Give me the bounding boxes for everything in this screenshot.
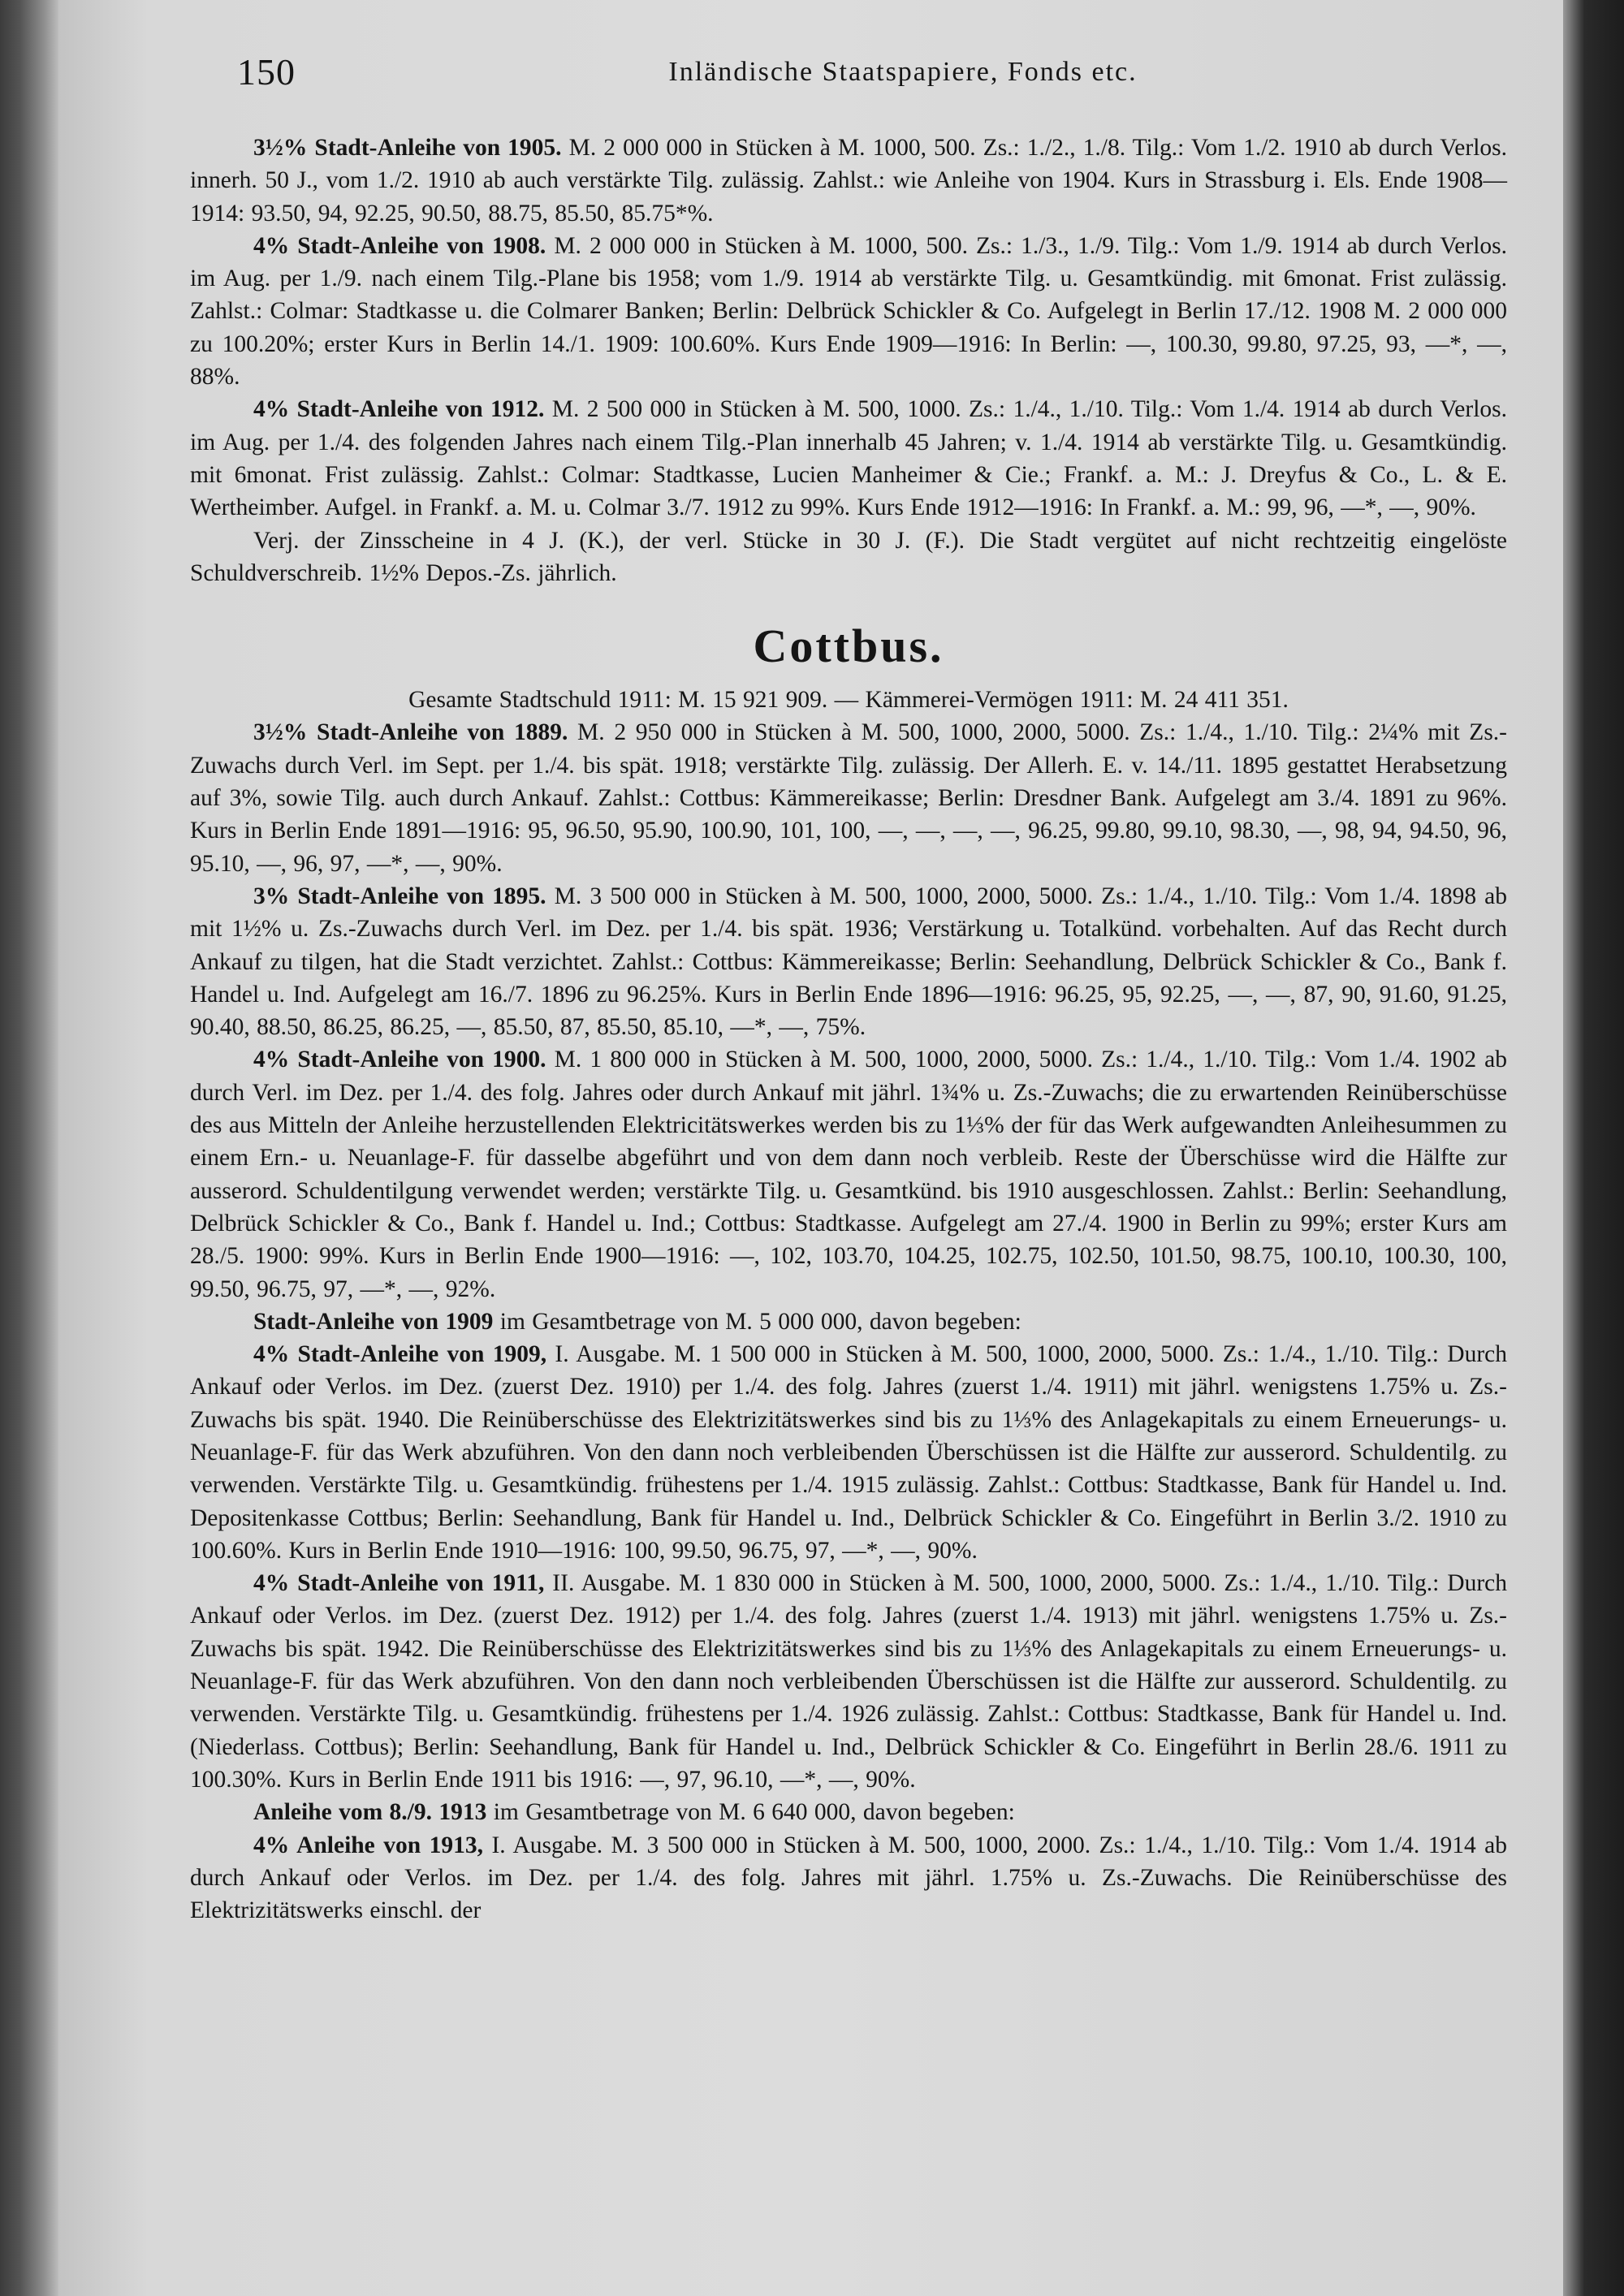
scan-dark-edge (1563, 0, 1624, 2296)
loan-entry (190, 1338, 1507, 1567)
loan-entry (190, 880, 1507, 1043)
loan-title: 4% Stadt-Anleihe von 1908. (253, 232, 546, 259)
page-header (237, 50, 1569, 99)
running-title: Inländische Staatspapiere, Fonds etc. (668, 57, 1138, 87)
page-body (190, 132, 1507, 1927)
loan-entry (190, 230, 1507, 393)
loan-text: im Gesamtbetrage von M. 5 000 000, davon begeben: (499, 1308, 1021, 1335)
scan-binding-edge (0, 0, 58, 2296)
loan-text: M. 3 500 000 in Stücken à M. 500, 1000, 2000, 5000. Zs.: 1./4., 1./10. Tilg.: Vom 1./4. 1898 ab mit 1½% u. Zs.-Zuwachs durch Verl. im Dez. per 1./4. bis spät. 1936; Verstärkung u. Totalkünd. vorbehalten. Auf das Recht durch Ankauf zu tilgen, hat die Stadt verzichtet. Zahlst.: Cottbus: Kämmereikasse; Berlin: Seehandlung, Delbrück Schickler & Co., Bank f. Handel u. Ind. Aufgelegt am 16./7. 1896 zu 96.25%. Kurs in Berlin Ende 1896—1916: 96.25, 95, 92.25, —, —, 87, 90, 91.60, 91.25, 90.40, 88.50, 86.25, 86.25, —, 85.50, 87, 85.50, 85.10, —*, —, 75%. (190, 883, 1508, 1041)
loan-entry (190, 1043, 1507, 1305)
loan-text: M. 2 500 000 in Stücken à M. 500, 1000. Zs.: 1./4., 1./10. Tilg.: Vom 1./4. 1914 ab durch Verlos. im Aug. per 1./4. des folgenden Jahres nach einem Tilg.-Plan innerhalb 45 Jahren; v. 1./4. 1914 ab verstärkte Tilg. u. Gesamtkündig. mit 6monat. Frist zulässig. Zahlst.: Colmar: Stadtkasse, Lucien Manheimer & Cie.; Frankf. a. M.: J. Dreyfus & Co., L. & E. Wertheimber. Aufgel. in Frankf. a. M. u. Colmar 3./7. 1912 zu 99%. Kurs Ende 1912—1916: In Frankf. a. M.: 99, 96, —*, —, 90%. (190, 396, 1507, 521)
loan-title: 4% Anleihe von 1913, (253, 1832, 483, 1858)
loan-title: 3½% Stadt-Anleihe von 1905. (253, 135, 562, 161)
loan-title: Anleihe vom 8./9. 1913 (253, 1799, 487, 1826)
loan-entry (190, 716, 1507, 879)
page-number: 150 (237, 51, 296, 93)
loan-entry (190, 1306, 1507, 1338)
loan-entry (190, 1829, 1507, 1927)
loan-text: M. 1 800 000 in Stücken à M. 500, 1000, 2000, 5000. Zs.: 1./4., 1./10. Tilg.: Vom 1./4. 1902 ab durch Verl. im Dez. per 1./4. des folg. Jahres oder durch Ankauf mit jährl. 1¾% u. Zs.-Zuwachs; die zu erwartenden Reinüberschüsse des aus Mitteln der Anleihe herzustellenden Elektricitätswerkes werden bis zu 1⅓% der für das Werk aufgewandten Anleihesummen zu einem Ern.- u. Neuanlage-F. für dasselbe abgeführt und von dem dann noch verbleib. Reste der Überschüsse wird die Hälfte zur ausserord. Schuldentilgung verwendet werden; verstärkte Tilg. u. Gesamtkünd. bis 1910 ausgeschlossen. Zahlst.: Berlin: Seehandlung, Delbrück Schickler & Co., Bank f. Handel u. Ind.; Cottbus: Stadtkasse. Aufgelegt am 27./4. 1900 in Berlin zu 99%; erster Kurs am 28./5. 1900: 99%. Kurs in Berlin Ende 1900—1916: —, 102, 103.70, 104.25, 102.75, 102.50, 101.50, 98.75, 100.10, 100.30, 100, 99.50, 96.75, 97, —*, —, 92%. (190, 1047, 1508, 1302)
loan-title: 3% Stadt-Anleihe von 1895. (253, 883, 546, 909)
note-text: Verj. der Zinsscheine in 4 J. (K.), der verl. Stücke in 30 J. (F.). Die Stadt vergütet auf nicht rechtzeitig eingelöste Schuldverschreib. 1½% Depos.-Zs. jährlich. (190, 527, 1507, 586)
loan-text: M. 2 000 000 in Stücken à M. 1000, 500. Zs.: 1./2., 1./8. Tilg.: Vom 1./2. 1910 ab durch Verlos. innerh. 50 J., vom 1./2. 1910 ab auch verstärkte Tilg. zulässig. Zahlst.: wie Anleihe von 1904. Kurs in Strassburg i. Els. Ende 1908—1914: 93.50, 94, 92.25, 90.50, 88.75, 85.50, 85.75*%. (190, 135, 1507, 227)
loan-text: M. 2 950 000 in Stücken à M. 500, 1000, 2000, 5000. Zs.: 1./4., 1./10. Tilg.: 2¼% mit Zs.-Zuwachs durch Verl. im Sept. per 1./4. bis spät. 1918; verstärkte Tilg. zulässig. Der Allerh. E. v. 14./11. 1895 gestattet Herabsetzung auf 3%, sowie Tilg. auch durch Ankauf. Zahlst.: Cottbus: Kämmereikasse; Berlin: Dresdner Bank. Aufgelegt am 3./4. 1891 zu 96%. Kurs in Berlin Ende 1891—1916: 95, 96.50, 95.90, 100.90, 101, 100, —, —, —, —, 96.25, 99.80, 99.10, 98.30, —, 98, 94, 94.50, 96, 95.10, —, 96, 97, —*, —, 90%. (190, 719, 1508, 877)
loan-title: Stadt-Anleihe von 1909 (253, 1308, 494, 1335)
loan-entry (190, 1567, 1507, 1796)
loan-text: II. Ausgabe. M. 1 830 000 in Stücken à M. 500, 1000, 2000, 5000. Zs.: 1./4., 1./10. Tilg.: Durch Ankauf oder Verlos. im Dez. (zuerst Dez. 1912) per 1./4. des folg. Jahres (zuerst 1./4. 1913) mit jährl. wenigstens 1.75% u. Zs.-Zuwachs bis spät. 1942. Die Reinüberschüsse des Elektrizitätswerkes sind bis zu 1⅓% des Anlagekapitals zu einem Erneuerungs- u. Neuanlage-F. für das Werk abzuführen. Von den dann noch verbleibenden Überschüssen ist die Hälfte zur ausserord. Schuldentilg. zu verwenden. Verstärkte Tilg. u. Gesamtkündig. frühestens per 1./4. 1926 zulässig. Zahlst.: Cottbus: Stadtkasse, Bank für Handel u. Ind. (Niederlass. Cottbus); Berlin: Seehandlung, Bank für Handel u. Ind., Delbrück Schickler & Co. Eingeführt in Berlin 28./6. 1911 zu 100.30%. Kurs in Berlin Ende 1911 bis 1916: —, 97, 96.10, —*, —, 90%. (190, 1570, 1507, 1793)
loan-title: 4% Stadt-Anleihe von 1912. (253, 396, 545, 423)
loan-entry (190, 132, 1507, 230)
city-summary: Gesamte Stadtschuld 1911: M. 15 921 909. — Kämmerei-Vermögen 1911: M. 24 411 351. (408, 687, 1289, 714)
loan-title: 4% Stadt-Anleihe von 1900. (253, 1047, 546, 1073)
loan-title: 3½% Stadt-Anleihe von 1889. (253, 719, 568, 746)
loan-title: 4% Stadt-Anleihe von 1911, (253, 1570, 545, 1597)
loan-text: I. Ausgabe. M. 3 500 000 in Stücken à M. 500, 1000, 2000. Zs.: 1./4., 1./10. Tilg.: Vom 1./4. 1914 ab durch Ankauf oder Verlos. im Dez. per 1./4. des folg. Jahres mit jährl. 1.75% u. Zs.-Zuwachs. Die Reinüberschüsse des Elektrizitätswerks einschl. der (190, 1832, 1508, 1924)
loan-entry (190, 393, 1507, 524)
note-paragraph (190, 524, 1507, 590)
loan-text: M. 2 000 000 in Stücken à M. 1000, 500. Zs.: 1./3., 1./9. Tilg.: Vom 1./9. 1914 ab durch Verlos. im Aug. per 1./9. nach einem Tilg.-Plane bis 1958; vom 1./9. 1914 ab verstärkte Tilg. u. Gesamtkündig. mit 6monat. Frist zulässig. Zahlst.: Colmar: Stadtkasse u. die Colmarer Banken; Berlin: Delbrück Schickler & Co. Aufgelegt in Berlin 17./12. 1908 M. 2 000 000 zu 100.20%; erster Kurs in Berlin 14./1. 1909: 100.60%. Kurs Ende 1909—1916: In Berlin: —, 100.30, 99.80, 97.25, 93, —*, —, 88%. (190, 232, 1507, 391)
city-heading: Cottbus. (753, 619, 944, 673)
loan-text: I. Ausgabe. M. 1 500 000 in Stücken à M. 500, 1000, 2000, 5000. Zs.: 1./4., 1./10. Tilg.: Durch Ankauf oder Verlos. im Dez. (zuerst Dez. 1910) per 1./4. des folg. Jahres (zuerst 1./4. 1911) mit jährl. wenigstens 1.75% u. Zs.-Zuwachs bis spät. 1940. Die Reinüberschüsse des Elektrizitätswerkes sind bis zu 1⅓% des Anlagekapitals zu einem Erneuerungs- u. Neuanlage-F. für das Werk abzuführen. Von den dann noch verbleibenden Überschüssen ist die Hälfte zur ausserord. Schuldentilg. zu verwenden. Verstärkte Tilg. u. Gesamtkündig. frühestens per 1./4. 1915 zulässig. Zahlst.: Cottbus: Stadtkasse, Bank für Handel u. Ind. Depositenkasse Cottbus; Berlin: Seehandlung, Bank für Handel u. Ind., Delbrück Schickler & Co. Eingeführt in Berlin 3./2. 1910 zu 100.60%. Kurs in Berlin Ende 1910—1916: 100, 99.50, 96.75, 97, —*, —, 90%. (190, 1341, 1508, 1564)
loan-title: 4% Stadt-Anleihe von 1909, (253, 1341, 547, 1368)
loan-entry (190, 1796, 1507, 1828)
loan-text: im Gesamtbetrage von M. 6 640 000, davon begeben: (493, 1799, 1015, 1826)
